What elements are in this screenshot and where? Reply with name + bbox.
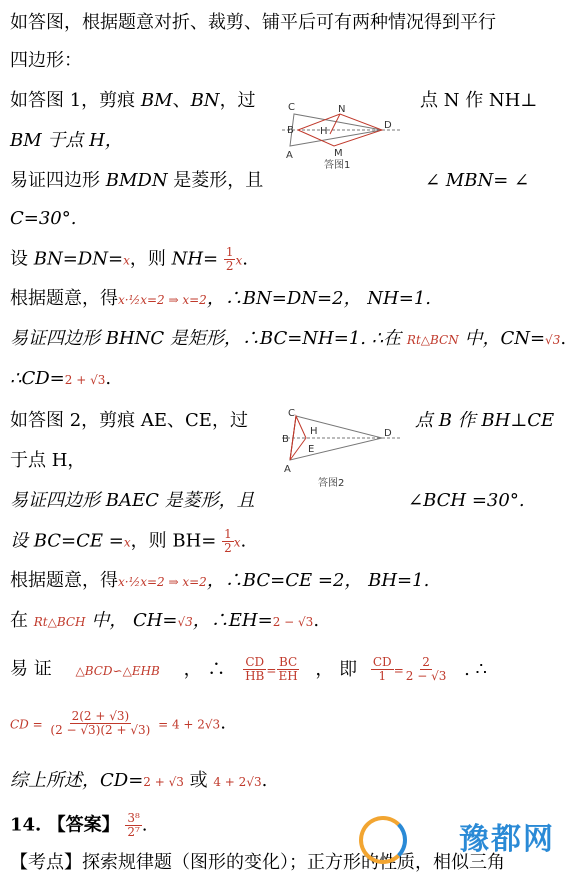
line-2: 四边形：	[10, 50, 82, 71]
line-16: 在 Rt△BCH 中， CH=√3，∴EH=2 − √3.	[10, 610, 320, 631]
line-11-right: 点 B 作 BH⊥CE	[415, 410, 555, 431]
line-3-right: 点 N 作 NH⊥	[420, 90, 538, 111]
fig1-label-b: B	[287, 125, 294, 136]
line-5: 易证四边形 BMDN 是菱形，且	[10, 170, 264, 191]
line-11: 如答图 2，剪痕 AE、CE，过	[10, 410, 248, 431]
fig1-label-m: M	[334, 148, 343, 159]
line-1: 如答图，根据题意对折、裁剪、铺平后可有两种情况得到平行	[10, 12, 496, 33]
line-18: CD = $\frac{2(2 + √3)}{(2 - √3)(2 + √3)}$ = 4 + 2√3.	[10, 709, 226, 737]
line-21: 【考点】探索规律题（图形的变化）；正方形的性质，相似三角	[10, 852, 505, 873]
line-7: 设 BN=DN=x，则 NH= $\frac{1}{2}$ x.	[10, 245, 248, 273]
fig2-label-a: A	[284, 464, 291, 475]
cd-hb-fraction: $\frac{CD}{HB}$	[245, 655, 265, 683]
line-6: C=30°.	[10, 208, 77, 229]
watermark-logo-icon	[359, 816, 407, 864]
line-8: 根据题意，得x·½x=2 ⇒ x=2，∴BN=DN=2， NH=1.	[10, 288, 432, 309]
fig1-caption: 答图1	[324, 160, 351, 171]
line-5-right: ∠ MBN= ∠	[425, 170, 530, 191]
line-15: 根据题意，得x·½x=2 ⇒ x=2，∴BC=CE =2， BH=1.	[10, 570, 430, 591]
fig1-label-n: N	[338, 104, 346, 115]
two-fraction: $\frac{2}{2 - √3}$	[405, 655, 447, 683]
fig1-label-h: H	[320, 126, 328, 137]
fig2-label-h: H	[310, 426, 318, 437]
line-13-right: ∠BCH =30°.	[408, 490, 525, 511]
bc-eh-fraction: $\frac{BC}{EH}$	[278, 655, 298, 683]
fig2-caption: 答图2	[318, 478, 345, 489]
line-9: 易证四边形 BHNC 是矩形，∴BC=NH=1. ∴在 Rt△BCN 中，CN=√3.	[10, 328, 567, 349]
line-10: ∴CD=2 + √3.	[10, 368, 112, 389]
big-fraction: $\frac{2(2 + √3)}{(2 - √3)(2 + √3)}$	[50, 709, 151, 737]
answer-fraction: $\frac{\text{3⁸}}{\text{2⁷}}$	[127, 811, 140, 839]
line-14: 设 BC=CE =x，则 BH= $\frac{1}{2}$ x.	[10, 527, 247, 555]
half-fraction: $\frac{1}{2}$	[225, 245, 234, 273]
line-20: 14. 【答案】 $\frac{\text{3⁸}}{\text{2⁷}}$ .	[10, 811, 148, 839]
fig1-label-d: D	[384, 120, 392, 131]
fig1-label-c: C	[288, 102, 295, 113]
cd-1-fraction: $\frac{CD}{1}$	[372, 655, 392, 683]
line-12: 于点 H，	[10, 450, 86, 471]
fig1-label-a: A	[286, 150, 293, 161]
fig2-label-d: D	[384, 428, 392, 439]
figure-2	[282, 408, 400, 490]
fig2-label-b: B	[282, 434, 289, 445]
fig2-label-c: C	[288, 408, 295, 419]
line-17: 易 证 △BCD∽△EHB ， ∴ $\frac{CD}{HB}$ = $\frac{BC}{EH}$ ， 即 $\frac{CD}{1}$ = $\frac{2}{2 - √3}$ . ∴	[10, 655, 487, 683]
line-3: 如答图 1，剪痕 BM、BN，过	[10, 90, 256, 111]
line-19: 综上所述，CD=2 + √3 或 4 + 2√3.	[10, 770, 268, 791]
figure-1	[282, 100, 400, 172]
fig2-label-e: E	[308, 444, 315, 455]
watermark: 豫都网	[459, 822, 555, 857]
half-fraction-2: $\frac{1}{2}$	[224, 527, 232, 555]
line-13: 易证四边形 BAEC 是菱形，且	[10, 490, 255, 511]
line-4: BM 于点 H，	[10, 130, 123, 151]
